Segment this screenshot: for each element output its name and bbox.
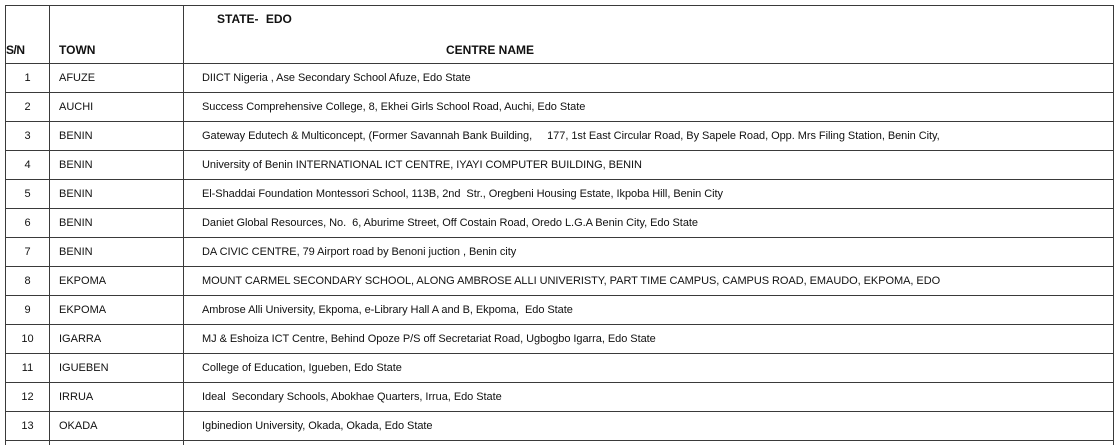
centre-cell: Igbinedion University, Okada, Okada, Edo State bbox=[184, 412, 1114, 441]
town-cell: OKADA bbox=[50, 412, 184, 441]
centre-cell: College of Education, Igueben, Edo State bbox=[184, 354, 1114, 383]
table-row bbox=[6, 209, 1114, 238]
table-row bbox=[6, 267, 1114, 296]
town-cell: BENIN bbox=[50, 151, 184, 180]
town-cell: BENIN bbox=[50, 238, 184, 267]
sn-cell: 2 bbox=[6, 93, 50, 122]
document-sheet bbox=[5, 5, 1113, 445]
sn-cell: 8 bbox=[6, 267, 50, 296]
town-cell: EKPOMA bbox=[50, 296, 184, 325]
state-title: STATE- EDO bbox=[217, 12, 292, 26]
table-row-partial bbox=[6, 441, 1114, 446]
sn-cell: 7 bbox=[6, 238, 50, 267]
town-cell: IGUEBEN bbox=[50, 354, 184, 383]
table-row bbox=[6, 122, 1114, 151]
table-row bbox=[6, 93, 1114, 122]
centre-cell bbox=[184, 441, 1114, 446]
centre-cell: MOUNT CARMEL SECONDARY SCHOOL, ALONG AMBROSE ALLI UNIVERISTY, PART TIME CAMPUS, CAMPUS ROAD, EMAUDO, EKPOMA, EDO bbox=[184, 267, 1114, 296]
table-row bbox=[6, 412, 1114, 441]
centre-cell: DIICT Nigeria , Ase Secondary School Afuze, Edo State bbox=[184, 64, 1114, 93]
table-row bbox=[6, 383, 1114, 412]
town-cell: BENIN bbox=[50, 122, 184, 151]
town-cell: IGARRA bbox=[50, 325, 184, 354]
sn-cell bbox=[6, 441, 50, 446]
town-cell: AFUZE bbox=[50, 64, 184, 93]
town-cell: EKPOMA bbox=[50, 267, 184, 296]
town-cell: BENIN bbox=[50, 209, 184, 238]
centre-cell: Ambrose Alli University, Ekpoma, e-Library Hall A and B, Ekpoma, Edo State bbox=[184, 296, 1114, 325]
town-cell: BENIN bbox=[50, 180, 184, 209]
column-header-centre bbox=[184, 6, 1114, 64]
centre-cell: Success Comprehensive College, 8, Ekhei Girls School Road, Auchi, Edo State bbox=[184, 93, 1114, 122]
centre-cell: Daniet Global Resources, No. 6, Aburime Street, Off Costain Road, Oredo L.G.A Benin City, Edo State bbox=[184, 209, 1114, 238]
sn-cell: 9 bbox=[6, 296, 50, 325]
column-header-town: TOWN bbox=[50, 6, 184, 64]
centre-cell: MJ & Eshoiza ICT Centre, Behind Opoze P/S off Secretariat Road, Ugbogbo Igarra, Edo State bbox=[184, 325, 1114, 354]
sn-cell: 4 bbox=[6, 151, 50, 180]
table-row bbox=[6, 238, 1114, 267]
sn-cell: 3 bbox=[6, 122, 50, 151]
centre-name-heading: CENTRE NAME bbox=[446, 43, 535, 57]
sn-cell: 11 bbox=[6, 354, 50, 383]
sn-cell: 12 bbox=[6, 383, 50, 412]
centre-cell: Ideal Secondary Schools, Abokhae Quarters, Irrua, Edo State bbox=[184, 383, 1114, 412]
sn-cell: 6 bbox=[6, 209, 50, 238]
table-row bbox=[6, 354, 1114, 383]
table-row bbox=[6, 296, 1114, 325]
table-row bbox=[6, 64, 1114, 93]
town-cell bbox=[50, 441, 184, 446]
table-row bbox=[6, 151, 1114, 180]
table-header-row bbox=[6, 6, 1114, 64]
table-row bbox=[6, 325, 1114, 354]
town-cell: IRRUA bbox=[50, 383, 184, 412]
centre-cell: University of Benin INTERNATIONAL ICT CENTRE, IYAYI COMPUTER BUILDING, BENIN bbox=[184, 151, 1114, 180]
sn-cell: 13 bbox=[6, 412, 50, 441]
town-cell: AUCHI bbox=[50, 93, 184, 122]
column-header-sn: S/N bbox=[6, 6, 50, 64]
table-row bbox=[6, 180, 1114, 209]
sn-cell: 1 bbox=[6, 64, 50, 93]
centre-cell: El-Shaddai Foundation Montessori School, 113B, 2nd Str., Oregbeni Housing Estate, Ikpoba Hill, Benin City bbox=[184, 180, 1114, 209]
centres-table bbox=[5, 5, 1114, 445]
sn-cell: 10 bbox=[6, 325, 50, 354]
centre-cell: DA CIVIC CENTRE, 79 Airport road by Benoni juction , Benin city bbox=[184, 238, 1114, 267]
centre-cell: Gateway Edutech & Multiconcept, (Former Savannah Bank Building, 177, 1st East Circular Road, By Sapele Road, Opp. Mrs Filing Station, Benin City, bbox=[184, 122, 1114, 151]
sn-cell: 5 bbox=[6, 180, 50, 209]
